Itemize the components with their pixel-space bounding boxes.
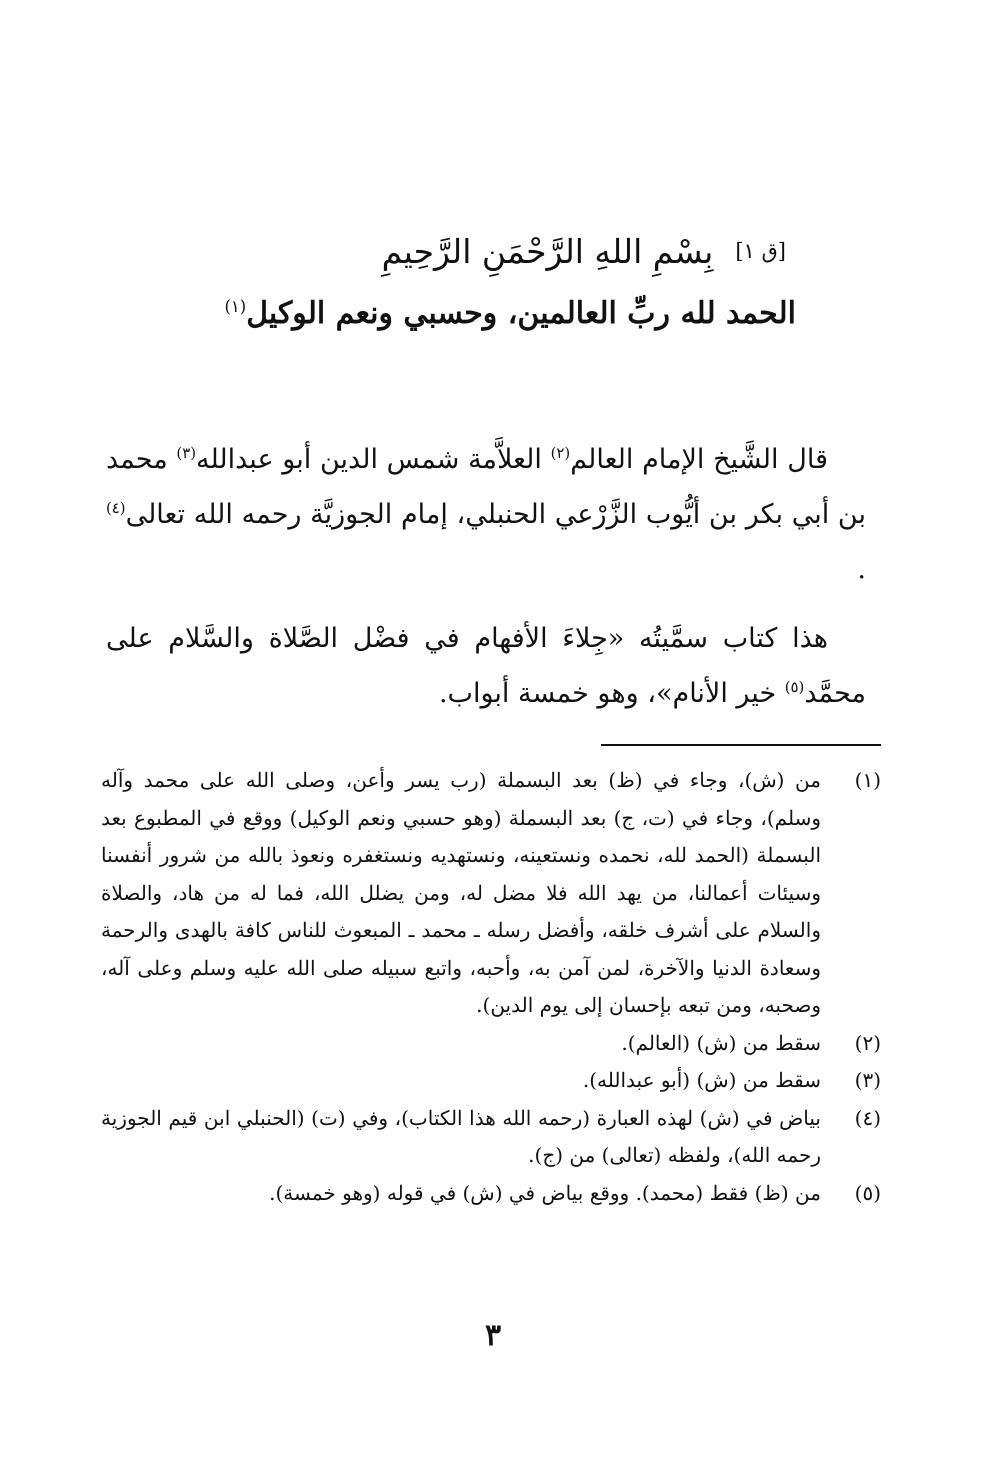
footnote-text: بياض في (ش) لهذه العبارة (رحمه الله هذا الكتاب)، وفي (ت) (الحنبلي ابن قيم الجوزية رحمه الله)، ولفظه (تعالى) من (ج). bbox=[101, 1105, 821, 1167]
footnote-number: (٥) bbox=[854, 1180, 881, 1205]
footnote-ref: (١) bbox=[224, 297, 247, 316]
intro-text: محمد بن أبي بكر بن أيُّوب الزَّرْعي الحنبلي، إمام الجوزيَّة رحمه الله تعالى bbox=[106, 444, 866, 530]
book-text: هذا كتاب سمَّيتُه «جِلاءَ الأفهام في فضْل الصَّلاة والسَّلام على محمَّد bbox=[106, 623, 866, 709]
manuscript-folio-marker: [ق ١] bbox=[735, 239, 786, 263]
intro-text: قال الشَّيخ الإمام العالم bbox=[570, 444, 829, 475]
footnote-ref: (٣) bbox=[176, 444, 196, 462]
footnote-text: سقط من (ش) (أبو عبدالله). bbox=[582, 1068, 821, 1092]
main-text bbox=[106, 432, 866, 721]
opening-praise-text: الحمد لله ربِّ العالمين، وحسبي ونعم الوكيل bbox=[246, 296, 796, 331]
basmala: بِسْمِ اللهِ الرَّحْمَنِ الرَّحِيمِ bbox=[381, 231, 714, 271]
footnote bbox=[101, 1175, 881, 1213]
author-intro-paragraph bbox=[106, 432, 866, 597]
footnote bbox=[101, 1100, 881, 1175]
opening-praise-line bbox=[156, 296, 796, 331]
footnote-separator bbox=[601, 744, 881, 746]
footnote-number: (١) bbox=[854, 768, 881, 792]
footnote-text: من (ش)، وجاء في (ظ) بعد البسملة (رب يسر وأعن، وصلى الله على محمد وآله وسلم)، وجاء في (ت، ج) بعد البسملة (وهو حسبي ونعم الوكيل) ووقع في المطبوع بعد البسملة (الحمد لله، نحمده ونستعينه، ونستهديه ونستغفره ونعوذ بالله من شرور أنفسنا وسيئات أعمالنا، من يهد الله فلا مضل له، ومن يضلل الله، فما له من هاد، والصلاة والسلام على أشرف خلقه، وأفضل رسله ـ محمد ـ المبعوث للناس كافة بالهدى والرحمة وسعادة الدنيا والآخرة، لمن آمن به، وأحبه، واتبع سبيله صلى الله عليه وسلم وعلى آله، وصحبه، ومن تبعه بإحسان إلى يوم الدين). bbox=[101, 768, 821, 1017]
footnote bbox=[101, 762, 881, 1025]
footnote-text: سقط من (ش) (العالم). bbox=[621, 1030, 821, 1055]
basmala-row bbox=[186, 226, 786, 276]
footnote-text: من (ظ) فقط (محمد). ووقع بياض في (ش) في قوله (وهو خمسة). bbox=[269, 1180, 821, 1205]
intro-text: . bbox=[857, 554, 866, 585]
footnote-ref: (٥) bbox=[784, 678, 805, 696]
page-number: ٣ bbox=[484, 1318, 502, 1353]
book-title-paragraph bbox=[106, 611, 866, 721]
footnote-number: (٣) bbox=[854, 1068, 881, 1092]
intro-text: العلاَّمة شمس الدين أبو عبدالله bbox=[195, 444, 551, 475]
book-text: خير الأنام»، وهو خمسة أبواب. bbox=[438, 678, 785, 709]
footnote bbox=[101, 1062, 881, 1100]
footnote-ref: (٢) bbox=[550, 444, 571, 462]
footnote-ref: (٤) bbox=[106, 499, 126, 517]
footnote-number: (٢) bbox=[854, 1030, 881, 1055]
footnote bbox=[101, 1025, 881, 1063]
footnotes-list bbox=[101, 762, 881, 1212]
footnote-number: (٤) bbox=[854, 1105, 881, 1130]
